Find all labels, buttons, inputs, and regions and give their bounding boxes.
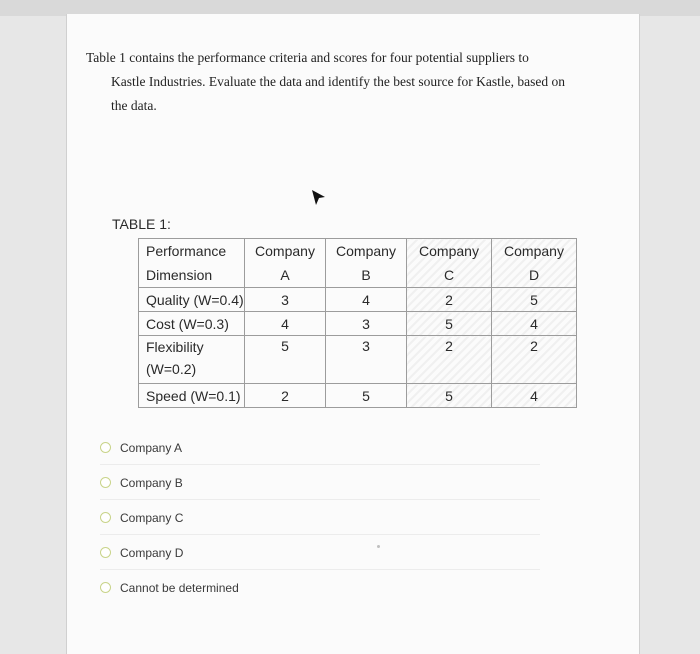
header-company-a <box>245 239 326 288</box>
score-cell: 4 <box>326 288 407 312</box>
option-label: Company D <box>120 545 184 560</box>
score-cell: 3 <box>326 312 407 336</box>
question-line-3: the data. <box>111 98 157 113</box>
score-cell: 5 <box>492 288 577 312</box>
radio-button[interactable] <box>100 512 111 523</box>
supplier-scores-table <box>138 238 577 408</box>
header-company-word: Company <box>419 243 479 259</box>
table-row-cost <box>139 312 577 336</box>
header-company-c <box>407 239 492 288</box>
stray-dot <box>377 545 380 548</box>
score-cell: 4 <box>492 312 577 336</box>
row-label: Speed (W=0.1) <box>139 384 245 408</box>
score-cell: 5 <box>245 336 326 384</box>
header-company-word: Company <box>504 243 564 259</box>
row-label-line-1: Flexibility <box>146 339 204 355</box>
radio-button[interactable] <box>100 582 111 593</box>
header-company-word: Company <box>255 243 315 259</box>
score-cell: 5 <box>407 384 492 408</box>
option-company-b[interactable] <box>100 465 540 500</box>
score-cell: 2 <box>245 384 326 408</box>
score-cell: 3 <box>245 288 326 312</box>
header-company-word: Company <box>336 243 396 259</box>
question-line-2: Kastle Industries. Evaluate the data and identify the best source for Kastle, based on <box>111 74 565 89</box>
row-label: Cost (W=0.3) <box>139 312 245 336</box>
table-header-row <box>139 239 577 288</box>
radio-button[interactable] <box>100 442 111 453</box>
header-company-letter: A <box>280 267 290 283</box>
header-dimension-line-2: Dimension <box>146 267 213 283</box>
score-cell: 2 <box>407 288 492 312</box>
header-company-letter: D <box>528 267 540 283</box>
score-cell: 4 <box>492 384 577 408</box>
radio-button[interactable] <box>100 547 111 558</box>
header-company-b <box>326 239 407 288</box>
option-label: Cannot be determined <box>120 580 239 595</box>
score-cell: 5 <box>407 312 492 336</box>
score-cell: 2 <box>492 336 577 384</box>
answer-options <box>100 430 540 605</box>
header-dimension-line-1: Performance <box>146 243 227 259</box>
question-text <box>86 46 616 118</box>
score-cell: 2 <box>407 336 492 384</box>
radio-button[interactable] <box>100 477 111 488</box>
header-company-letter: C <box>443 267 455 283</box>
option-company-a[interactable] <box>100 430 540 465</box>
table-row-quality <box>139 288 577 312</box>
score-cell: 5 <box>326 384 407 408</box>
option-cannot-be-determined[interactable] <box>100 570 540 605</box>
option-company-d[interactable] <box>100 535 540 570</box>
table-row-flexibility <box>139 336 577 384</box>
score-cell: 3 <box>326 336 407 384</box>
header-company-letter: B <box>361 267 371 283</box>
option-label: Company A <box>120 440 183 455</box>
header-company-d <box>492 239 577 288</box>
option-label: Company B <box>120 475 183 490</box>
table-title: TABLE 1: <box>112 216 171 232</box>
mouse-cursor-icon <box>311 189 327 207</box>
question-line-1: Table 1 contains the performance criteria and scores for four potential suppliers to <box>86 50 529 65</box>
option-label: Company C <box>120 510 184 525</box>
header-dimension <box>139 239 245 288</box>
row-label <box>139 336 245 384</box>
row-label-line-2: (W=0.2) <box>146 361 197 377</box>
table-row-speed <box>139 384 577 408</box>
score-cell: 4 <box>245 312 326 336</box>
option-company-c[interactable] <box>100 500 540 535</box>
row-label: Quality (W=0.4) <box>139 288 245 312</box>
